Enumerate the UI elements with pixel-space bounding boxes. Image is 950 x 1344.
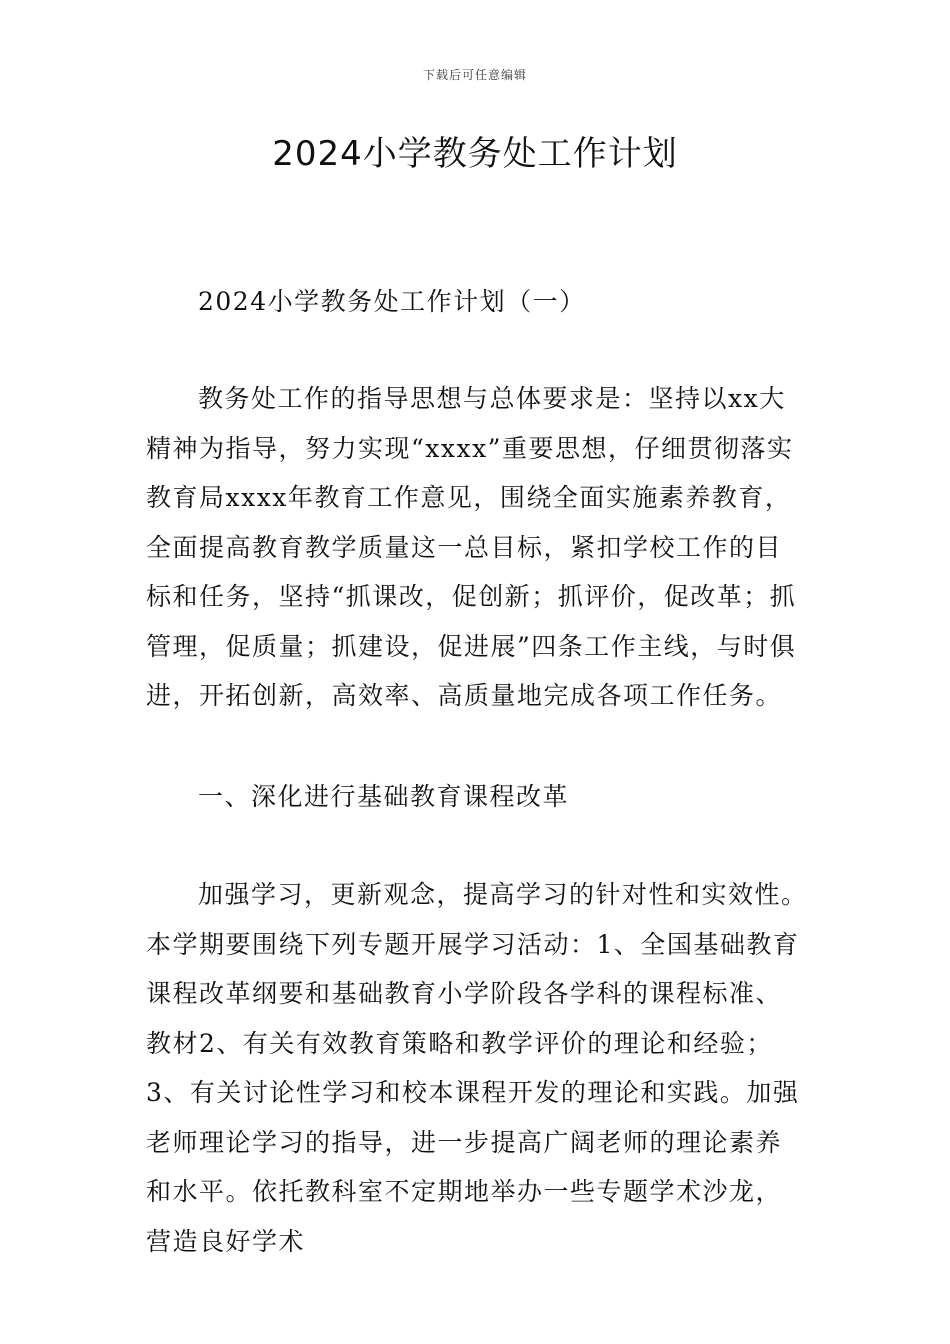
header-note: 下载后可任意编辑 [422, 68, 527, 82]
section-heading-1: 一、深化进行基础教育课程改革 [198, 782, 570, 811]
document-subtitle: 2024小学教务处工作计划（一） [198, 287, 586, 316]
document-title: 2024小学教务处工作计划 [272, 134, 678, 174]
intro-paragraph: 教务处工作的指导思想与总体要求是：坚持以xx大精神为指导，努力实现“xxxx”重要思想，仔细贯彻落实教育局xxxx年教育工作意见，围绕全面实施素养教育，全面提高教育教学质量这一总目标，紧扣学校工作的目标和任务，坚持“抓课改，促创新；抓评价，促改革；抓管理，促质量；抓建设，促进展”四条工作主线，与时俱进，开拓创新，高效率、高质量地完成各项工作任务。 [146, 384, 797, 710]
section-1-paragraph: 加强学习，更新观念，提高学习的针对性和实效性。本学期要围绕下列专题开展学习活动：1、全国基础教育课程改革纲要和基础教育小学阶段各学科的课程标准、教材2、有关有效教育策略和教学评价的理论和经验；3、有关讨论性学习和校本课程开发的理论和实践。加强老师理论学习的指导，进一步提高广阔老师的理论素养和水平。依托教科室不定期地举办一些专题学术沙龙，营造良好学术 [146, 880, 808, 1256]
